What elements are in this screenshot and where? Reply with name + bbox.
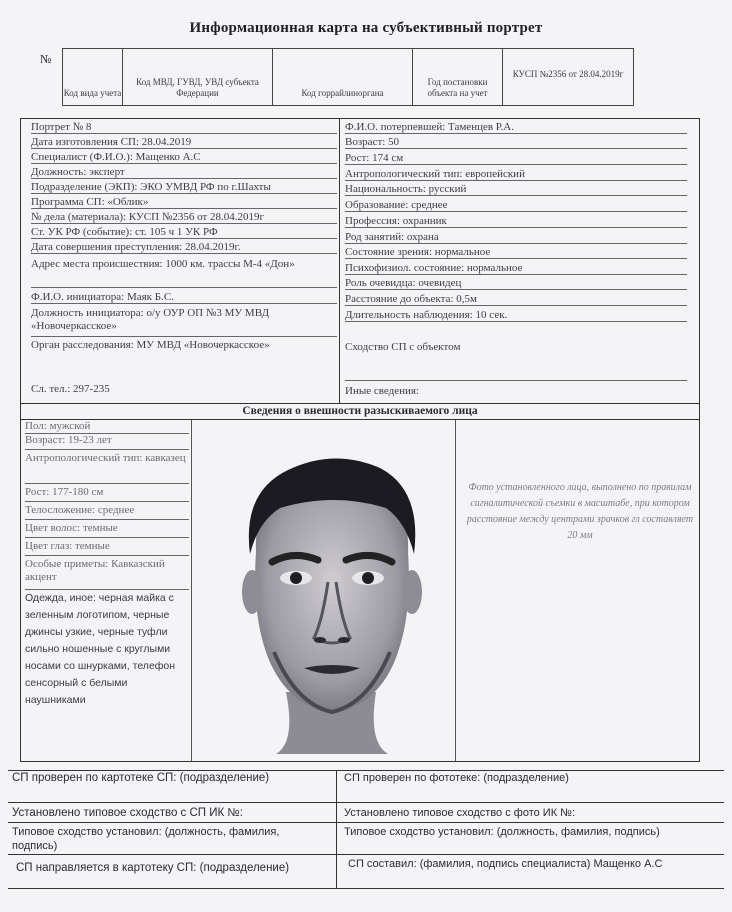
victim-age: Возраст: 50	[345, 136, 687, 149]
initiator-name: Ф.И.О. инициатора: Маяк Б.С.	[31, 291, 337, 304]
crime-date: Дата совершения преступления: 28.04.2019г.	[31, 241, 337, 254]
code-district-cell: Код горрайлиноргана	[273, 49, 413, 105]
distance-to-object: Расстояние до объекта: 0,5м	[345, 293, 687, 306]
creation-date: Дата изготовления СП: 28.04.2019	[31, 136, 337, 149]
suspect-hair-color: Цвет волос: темные	[25, 522, 189, 538]
appearance-heading: Сведения о внешности разыскиваемого лица	[20, 404, 700, 420]
incident-address: Адрес места происшествия: 1000 км. трассы М-4 «Дон»	[31, 258, 337, 288]
number-label: №	[40, 52, 52, 66]
photo-standard-note: Фото установленного лица, выполнено по правилам сигналитической съемки в масштабе, при котором расстояние между центрами зрачков гл составляет 20 мм	[466, 482, 694, 541]
photo-similarity-established-by: Типовое сходство установил: (должность, фамилия, подпись)	[344, 826, 660, 838]
position: Должность: эксперт	[31, 166, 337, 179]
program: Программа СП: «Облик»	[31, 196, 337, 209]
investigating-body: Орган расследования: МУ МВД «Новочеркасское»	[31, 339, 270, 351]
verification-section	[8, 770, 724, 890]
case-number: № дела (материала): КУСП №2356 от 28.04.2019г	[31, 211, 337, 224]
kusp-cell: КУСП №2356 от 28.04.2019г	[512, 68, 624, 79]
composite-portrait-image	[216, 442, 448, 754]
victim-nationality: Национальность: русский	[345, 183, 687, 196]
case-info-section	[20, 118, 700, 404]
victim-anthro-type: Антропологический тип: европейский	[345, 168, 687, 181]
compiled-by: СП составил: (фамилия, подпись специалиста) Мащенко А.С	[348, 858, 663, 870]
suspect-special-marks: Особые приметы: Кавказский акцент	[25, 558, 189, 590]
similarity-established-signature: подпись)	[12, 840, 58, 852]
suspect-sex: Пол: мужской	[25, 420, 189, 434]
vision-state: Состояние зрения: нормальное	[345, 246, 687, 259]
similarity-photo-ik: Установлено типовое сходство с фото ИК №:	[344, 807, 576, 819]
victim-education: Образование: среднее	[345, 199, 687, 212]
victim-name: Ф.И.О. потерпевшей: Таменцев Р.А.	[345, 121, 687, 134]
similarity-established-by: Типовое сходство установил: (должность, фамилия,	[12, 826, 280, 838]
sent-to-card-index: СП направляется в картотеку СП: (подразделение)	[16, 862, 290, 874]
document-title: Информационная карта на субъективный портрет	[189, 20, 543, 36]
initiator-position: Должность инициатора: о/у ОУР ОП №3 МУ МВД «Новочеркасское»	[31, 307, 337, 337]
specialist: Специалист (Ф.И.О.): Мащенко А.С	[31, 151, 337, 164]
psych-state: Психофизиол. состояние: нормальное	[345, 262, 687, 275]
similarity: Сходство СП с объектом	[345, 341, 687, 381]
observation-duration: Длительность наблюдения: 10 сек.	[345, 309, 687, 322]
phone: Сл. тел.: 297-235	[31, 383, 110, 395]
suspect-height: Рост: 177-180 см	[25, 486, 189, 502]
suspect-clothing: Одежда, иное: черная майка с зеленным логотипом, черные джинсы узкие, черные туфли сильно ношенные с круглыми носами со шнурками, телефон сенсорный с белыми наушниками	[25, 592, 176, 706]
portrait-number: Портрет № 8	[31, 121, 337, 134]
checked-photo-index: СП проверен по фототеке: (подразделение)	[344, 772, 569, 784]
registration-codes-table	[62, 48, 634, 106]
victim-profession: Профессия: охранник	[345, 215, 687, 228]
department: Подразделение (ЭКП): ЭКО УМВД РФ по г.Шахты	[31, 181, 337, 194]
other-info: Иные сведения:	[345, 385, 419, 397]
appearance-section	[20, 420, 700, 762]
suspect-anthro-type: Антропологический тип: кавказец	[25, 452, 189, 484]
similarity-sp-ik: Установлено типовое сходство с СП ИК №:	[12, 807, 243, 819]
code-type-cell: Код вида учета	[63, 49, 123, 105]
registration-year-cell: Год постановки объекта на учет	[413, 49, 503, 105]
criminal-article: Ст. УК РФ (событие): ст. 105 ч 1 УК РФ	[31, 226, 337, 239]
checked-card-index: СП проверен по картотеке СП: (подразделение)	[12, 772, 270, 784]
victim-occupation: Род занятий: охрана	[345, 231, 687, 244]
victim-height: Рост: 174 см	[345, 152, 687, 165]
witness-role: Роль очевидца: очевидец	[345, 277, 687, 290]
suspect-build: Телосложение: среднее	[25, 504, 189, 520]
suspect-age: Возраст: 19-23 лет	[25, 434, 189, 450]
code-mvd-cell: Код МВД, ГУВД, УВД субъекта Федерации	[123, 49, 273, 105]
suspect-eye-color: Цвет глаз: темные	[25, 540, 189, 556]
